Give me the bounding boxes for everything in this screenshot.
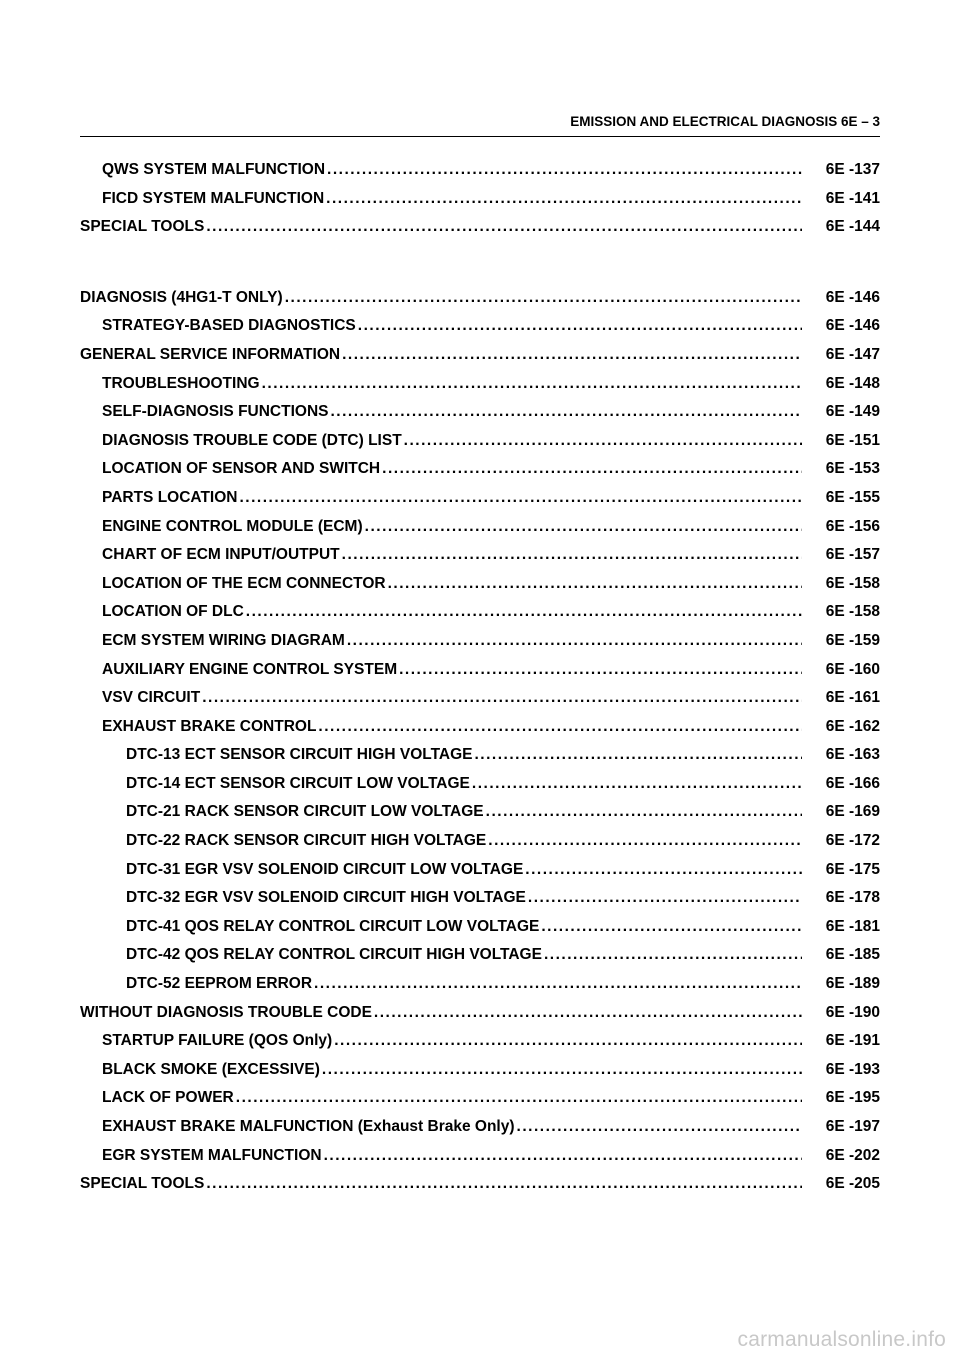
toc-entry[interactable]	[80, 455, 880, 484]
toc-entry[interactable]	[80, 684, 880, 713]
toc-entry-title: EGR SYSTEM MALFUNCTION	[102, 1146, 322, 1164]
toc-entry-page: 6E -141	[825, 189, 880, 207]
toc-entry[interactable]	[80, 1084, 880, 1113]
toc-dot-leader	[388, 570, 802, 599]
toc-dot-leader	[382, 455, 802, 484]
toc-entry[interactable]	[80, 398, 880, 427]
toc-dot-leader	[486, 798, 802, 827]
toc-entry-page: 6E -148	[825, 374, 880, 392]
toc-entry-title: LOCATION OF THE ECM CONNECTOR	[102, 574, 386, 592]
toc-entry[interactable]	[80, 941, 880, 970]
toc-entry-page: 6E -181	[825, 917, 880, 935]
toc-entry-title: TROUBLESHOOTING	[102, 374, 260, 392]
toc-dot-leader	[206, 1170, 802, 1199]
toc-entry-title: DTC-32 EGR VSV SOLENOID CIRCUIT HIGH VOLTAGE	[126, 889, 526, 907]
toc-entry-title: SPECIAL TOOLS	[80, 1175, 205, 1193]
toc-entry[interactable]	[80, 970, 880, 999]
toc-entry-title: PARTS LOCATION	[102, 488, 238, 506]
toc-entry-title: DTC-31 EGR VSV SOLENOID CIRCUIT LOW VOLTAGE	[126, 860, 524, 878]
toc-entry-page: 6E -202	[825, 1146, 880, 1164]
toc-dot-leader	[285, 284, 802, 313]
toc-entry-title: LOCATION OF DLC	[102, 603, 244, 621]
toc-dot-leader	[334, 1027, 802, 1056]
toc-dot-leader	[314, 970, 802, 999]
toc-dot-leader	[474, 741, 802, 770]
toc-entry-title: STRATEGY-BASED DIAGNOSTICS	[102, 317, 356, 335]
toc-dot-leader	[327, 156, 802, 185]
toc-dot-leader	[324, 1142, 802, 1171]
toc-entry-page: 6E -178	[825, 889, 880, 907]
toc-entry[interactable]	[80, 185, 880, 214]
toc-entry-page: 6E -153	[825, 460, 880, 478]
toc-entry-page: 6E -149	[825, 403, 880, 421]
toc-dot-leader	[472, 770, 802, 799]
toc-entry-title: VSV CIRCUIT	[102, 689, 201, 707]
toc-entry[interactable]	[80, 913, 880, 942]
toc-dot-leader	[239, 484, 802, 513]
toc-entry-page: 6E -195	[825, 1089, 880, 1107]
toc-entry-title: DTC-21 RACK SENSOR CIRCUIT LOW VOLTAGE	[126, 803, 484, 821]
toc-entry[interactable]	[80, 1113, 880, 1142]
toc-entry-title: EXHAUST BRAKE CONTROL	[102, 717, 317, 735]
toc-dot-leader	[488, 827, 802, 856]
watermark: carmanualsonline.info	[737, 1328, 946, 1351]
toc-dot-leader	[330, 398, 802, 427]
toc-dot-leader	[374, 999, 802, 1028]
header-rule	[80, 136, 880, 137]
toc-entry-page: 6E -158	[825, 603, 880, 621]
toc-entry-page: 6E -166	[825, 774, 880, 792]
toc-entry-page: 6E -205	[825, 1175, 880, 1193]
toc-dot-leader	[342, 341, 802, 370]
toc-entry[interactable]	[80, 213, 880, 242]
toc-dot-leader	[202, 684, 802, 713]
toc-entry[interactable]	[80, 713, 880, 742]
toc-entry-title: ENGINE CONTROL MODULE (ECM)	[102, 517, 363, 535]
toc-entry[interactable]	[80, 541, 880, 570]
toc-entry[interactable]	[80, 312, 880, 341]
toc-entry-title: DTC-13 ECT SENSOR CIRCUIT HIGH VOLTAGE	[126, 746, 473, 764]
toc-dot-leader	[544, 941, 802, 970]
toc-entry-page: 6E -189	[825, 975, 880, 993]
toc-entry[interactable]	[80, 856, 880, 885]
toc-dot-leader	[528, 884, 802, 913]
toc-entry[interactable]	[80, 741, 880, 770]
toc-dot-leader	[318, 713, 802, 742]
toc-entry[interactable]	[80, 884, 880, 913]
toc-dot-leader	[399, 656, 802, 685]
toc-dot-leader	[246, 598, 802, 627]
toc-dot-leader	[365, 513, 802, 542]
toc-dot-leader	[326, 185, 802, 214]
toc-entry-title: SPECIAL TOOLS	[80, 218, 205, 236]
toc-dot-leader	[541, 913, 802, 942]
toc-entry-title: DIAGNOSIS TROUBLE CODE (DTC) LIST	[102, 431, 402, 449]
toc-entry-title: GENERAL SERVICE INFORMATION	[80, 345, 341, 363]
toc-entry[interactable]	[80, 1056, 880, 1085]
toc-entry-page: 6E -160	[825, 660, 880, 678]
toc-entry[interactable]	[80, 1142, 880, 1171]
toc-entry-page: 6E -137	[825, 161, 880, 178]
toc-entry-page: 6E -197	[825, 1118, 880, 1135]
toc-entry-title: SELF-DIAGNOSIS FUNCTIONS	[102, 403, 329, 421]
toc-entry[interactable]	[80, 427, 880, 456]
toc-entry[interactable]	[80, 570, 880, 599]
toc-dot-leader	[517, 1113, 802, 1142]
toc-entry-title: DTC-42 QOS RELAY CONTROL CIRCUIT HIGH VOLTAGE	[126, 946, 542, 964]
toc-entry-page: 6E -162	[825, 717, 880, 735]
toc-entry-title: LACK OF POWER	[102, 1089, 234, 1107]
toc-entry-title: DTC-52 EEPROM ERROR	[126, 975, 313, 993]
toc-dot-leader	[322, 1056, 802, 1085]
table-of-contents	[80, 156, 880, 1199]
toc-entry-page: 6E -157	[825, 546, 880, 564]
toc-entry-page: 6E -163	[825, 746, 880, 764]
toc-entry[interactable]	[80, 484, 880, 513]
toc-dot-leader	[525, 856, 802, 885]
toc-entry-page: 6E -144	[825, 218, 880, 236]
toc-entry-page: 6E -151	[825, 431, 880, 449]
toc-entry-page: 6E -158	[825, 574, 880, 592]
toc-entry-title: LOCATION OF SENSOR AND SWITCH	[102, 460, 381, 478]
toc-entry-title: FICD SYSTEM MALFUNCTION	[102, 189, 325, 207]
toc-entry-page: 6E -190	[825, 1003, 880, 1021]
toc-entry[interactable]	[80, 999, 880, 1028]
page-header: EMISSION AND ELECTRICAL DIAGNOSIS 6E – 3	[570, 114, 880, 129]
toc-entry-page: 6E -172	[825, 832, 880, 850]
toc-dot-leader	[358, 312, 802, 341]
toc-entry-page: 6E -185	[825, 946, 880, 964]
toc-dot-leader	[347, 627, 802, 656]
toc-entry-title: BLACK SMOKE (EXCESSIVE)	[102, 1060, 320, 1078]
toc-entry-page: 6E -159	[825, 631, 880, 649]
toc-entry[interactable]	[80, 798, 880, 827]
toc-entry[interactable]	[80, 770, 880, 799]
toc-entry[interactable]	[80, 284, 880, 313]
toc-entry-title: DTC-22 RACK SENSOR CIRCUIT HIGH VOLTAGE	[126, 832, 487, 850]
toc-entry-page: 6E -155	[825, 488, 880, 506]
toc-entry-title: DTC-14 ECT SENSOR CIRCUIT LOW VOLTAGE	[126, 774, 470, 792]
toc-entry-title: WITHOUT DIAGNOSIS TROUBLE CODE	[80, 1003, 372, 1021]
toc-entry-title: ECM SYSTEM WIRING DIAGRAM	[102, 631, 345, 649]
toc-entry-page: 6E -191	[825, 1032, 880, 1050]
toc-entry-page: 6E -175	[825, 860, 880, 878]
toc-entry[interactable]	[80, 598, 880, 627]
toc-entry-title: QWS SYSTEM MALFUNCTION	[102, 161, 326, 178]
toc-entry-page: 6E -146	[825, 288, 880, 306]
toc-entry[interactable]	[80, 370, 880, 399]
toc-entry[interactable]	[80, 656, 880, 685]
toc-entry-title: STARTUP FAILURE (QOS Only)	[102, 1032, 333, 1050]
toc-entry-page: 6E -146	[825, 317, 880, 335]
toc-entry[interactable]	[80, 513, 880, 542]
toc-entry-title: CHART OF ECM INPUT/OUTPUT	[102, 546, 340, 564]
toc-entry-page: 6E -193	[825, 1060, 880, 1078]
toc-dot-leader	[236, 1084, 802, 1113]
toc-entry[interactable]	[80, 627, 880, 656]
toc-entry[interactable]	[80, 827, 880, 856]
toc-entry[interactable]	[80, 156, 880, 185]
toc-entry[interactable]	[80, 341, 880, 370]
toc-dot-leader	[206, 213, 802, 242]
toc-entry-page: 6E -169	[825, 803, 880, 821]
toc-dot-leader	[262, 370, 802, 399]
toc-entry-title: DTC-41 QOS RELAY CONTROL CIRCUIT LOW VOLTAGE	[126, 917, 540, 935]
toc-entry-title: AUXILIARY ENGINE CONTROL SYSTEM	[102, 660, 398, 678]
toc-entry-page: 6E -147	[825, 345, 880, 363]
toc-entry-page: 6E -156	[825, 517, 880, 535]
toc-entry-page: 6E -161	[825, 689, 880, 707]
toc-entry[interactable]	[80, 1027, 880, 1056]
toc-dot-leader	[404, 427, 802, 456]
toc-entry[interactable]	[80, 1170, 880, 1199]
toc-dot-leader	[342, 541, 802, 570]
toc-entry-title: DIAGNOSIS (4HG1-T ONLY)	[80, 288, 283, 306]
toc-entry-title: EXHAUST BRAKE MALFUNCTION (Exhaust Brake Only)	[102, 1118, 515, 1135]
